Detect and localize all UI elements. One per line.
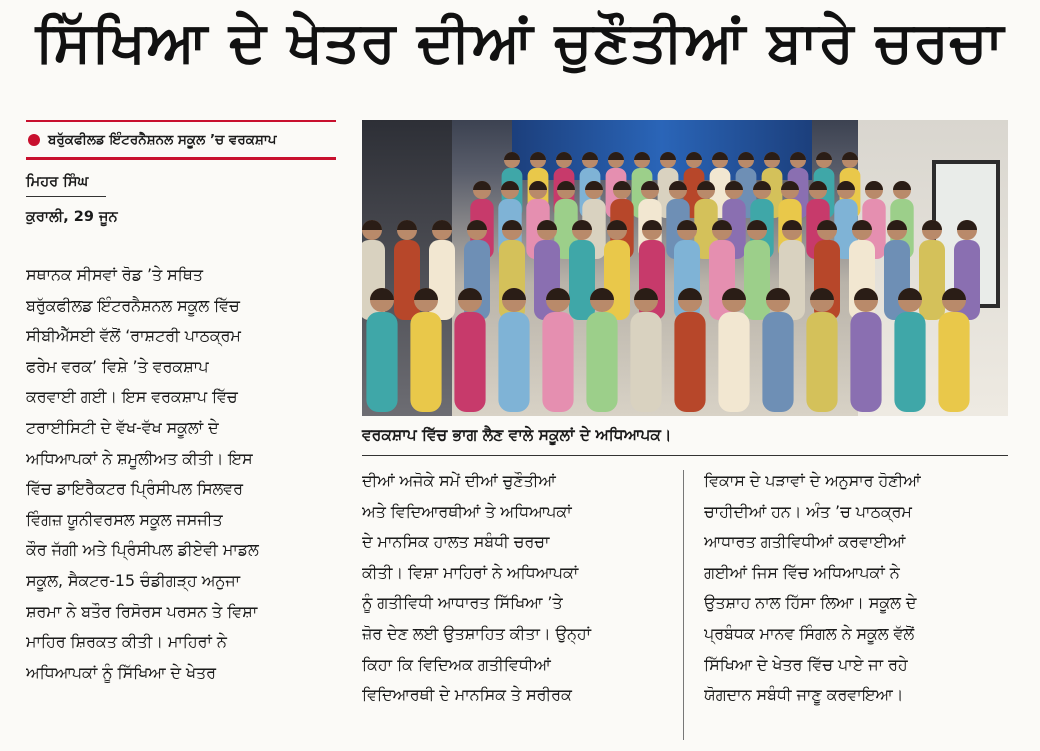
text-line: ਵਿੰਗਜ਼ ਯੂਨੀਵਰਸਲ ਸਕੂਲ ਜਸਜੀਤ [26, 509, 223, 529]
group-photo [362, 120, 1008, 416]
person-hair [530, 152, 546, 160]
text-line: ਵਿਦਿਆਰਥੀ ਦੇ ਮਾਨਸਿਕ ਤੇ ਸਰੀਰਕ [362, 685, 572, 705]
person-hair [842, 152, 858, 160]
text-line: ਪ੍ਰਬੰਧਕ ਮਾਨਵ ਸਿੰਗਲ ਨੇ ਸਕੂਲ ਵੱਲੋਂ [704, 623, 915, 643]
text-line: ਮਾਹਿਰ ਸ਼ਿਰਕਤ ਕੀਤੀ। ਮਾਹਿਰਾਂ ਨੇ [26, 632, 227, 652]
person-hair [893, 181, 911, 190]
person-hair [738, 152, 754, 160]
text-line: ਦੀਆਂ ਅਜੋਕੇ ਸਮੇਂ ਦੀਆਂ ਚੁਣੌਤੀਆਂ [362, 471, 556, 490]
text-line: ਅਧਿਆਪਕਾਂ ਨੇ ਸ਼ਮੂਲੀਅਤ ਕੀਤੀ। ਇਸ [26, 448, 253, 468]
kicker-text: ਬਰੁੱਕਫੀਲਡ ਇੰਟਰਨੈਸ਼ਨਲ ਸਕੂਲ ’ਚ ਵਰਕਸ਼ਾਪ [48, 131, 277, 148]
photo-caption: ਵਰਕਸ਼ਾਪ ਵਿੱਚ ਭਾਗ ਲੈਣ ਵਾਲੇ ਸਕੂਲਾਂ ਦੇ ਅਧਿਆਪਕ। [362, 426, 1008, 456]
person-body [850, 312, 881, 412]
person-body [454, 312, 485, 412]
text-line: ਆਧਾਰਤ ਗਤੀਵਿਧੀਆਂ ਕਰਵਾਈਆਂ [704, 532, 906, 552]
person-hair [957, 220, 977, 230]
headline: ਸਿੱਖਿਆ ਦੇ ਖੇਤਰ ਦੀਆਂ ਚੁਣੌਤੀਆਂ ਬਾਰੇ ਚਰਚਾ [35, 10, 1005, 75]
person-body [919, 240, 945, 320]
person-hair [816, 152, 832, 160]
person-body [498, 312, 529, 412]
person-hair [764, 152, 780, 160]
person-body [744, 240, 770, 320]
person-body [586, 312, 617, 412]
person-hair [712, 152, 728, 160]
person-hair [865, 181, 883, 190]
text-line: ਕੀਤੀ। ਵਿਸ਼ਾ ਮਾਹਿਰਾਂ ਨੇ ਅਧਿਆਪਕਾਂ [362, 562, 579, 582]
person-body [366, 312, 397, 412]
person-body [894, 312, 925, 412]
text-line: ਸਕੂਲ, ਸੈਕਟਰ-15 ਚੰਡੀਗੜ੍ਹ ਅਨੁਜਾ [26, 570, 241, 590]
left-column-header [26, 120, 336, 225]
person-hair [634, 152, 650, 160]
person-body [394, 240, 420, 320]
article-column-3 [704, 466, 1008, 711]
text-line: ਸਥਾਨਕ ਸੀਸਵਾਂ ਰੋਡ ’ਤੇ ਸਥਿਤ [26, 265, 203, 284]
person-body [569, 240, 595, 320]
article-column-1 [26, 260, 336, 688]
photo-people [362, 120, 1008, 416]
person-body [762, 312, 793, 412]
person-body [938, 312, 969, 412]
text-line: ਗਈਆਂ ਜਿਸ ਵਿੱਚ ਅਧਿਆਪਕਾਂ ਨੇ [704, 562, 900, 582]
person-hair [397, 220, 417, 230]
text-line: ਅਧਿਆਪਕਾਂ ਨੂੰ ਸਿੱਖਿਆ ਦੇ ਖੇਤਰ [26, 662, 216, 682]
person-hair [922, 220, 942, 230]
text-line: ਚਾਹੀਦੀਆਂ ਹਨ। ਅੰਤ ’ਚ ਪਾਠਕ੍ਰਮ [704, 501, 912, 521]
person-body [542, 312, 573, 412]
person-body [630, 312, 661, 412]
text-line: ਟਰਾਈਸਿਟੀ ਦੇ ਵੱਖ-ਵੱਖ ਸਕੂਲਾਂ ਦੇ [26, 417, 219, 437]
text-line: ਜ਼ੋਰ ਦੇਣ ਲਈ ਉਤਸ਼ਾਹਿਤ ਕੀਤਾ। ਉਨ੍ਹਾਂ [362, 623, 592, 643]
person-hair [504, 152, 520, 160]
text-line: ਨੂੰ ਗਤੀਵਿਧੀ ਆਧਾਰਤ ਸਿੱਖਿਆ ’ਤੇ [362, 593, 563, 613]
person-hair [608, 152, 624, 160]
text-line: ਕੌਰ ਜੱਗੀ ਅਤੇ ਪ੍ਰਿੰਸੀਪਲ ਡੀਏਵੀ ਮਾਡਲ [26, 540, 259, 560]
text-line: ਸਿੱਖਿਆ ਦੇ ਖੇਤਰ ਵਿੱਚ ਪਾਏ ਜਾ ਰਹੇ [704, 654, 908, 674]
text-line: ਅਤੇ ਵਿਦਿਆਰਥੀਆਂ ਤੇ ਅਧਿਆਪਕਾਂ [362, 501, 572, 521]
text-line: ਯੋਗਦਾਨ ਸਬੰਧੀ ਜਾਣੂ ਕਰਵਾਇਆ। [704, 685, 904, 705]
person-body [410, 312, 441, 412]
bullet-dot-icon [28, 134, 40, 146]
text-line: ਬਰੁੱਕਫੀਲਡ ਇੰਟਰਨੈਸ਼ਨਲ ਸਕੂਲ ਵਿੱਚ [26, 295, 240, 315]
person-hair [432, 220, 452, 230]
text-line: ਸ਼ਰਮਾ ਨੇ ਬਤੌਰ ਰਿਸੋਰਸ ਪਰਸਨ ਤੇ ਵਿਸ਼ਾ [26, 601, 258, 621]
person-body [718, 312, 749, 412]
text-line: ਸੀਬੀਐੱਸਈ ਵੱਲੋਂ ‘ਰਾਸ਼ਟਰੀ ਪਾਠਕ੍ਰਮ [26, 326, 241, 346]
text-line: ਉਤਸ਼ਾਹ ਨਾਲ ਹਿੱਸਾ ਲਿਆ। ਸਕੂਲ ਦੇ [704, 593, 917, 613]
person-hair [582, 152, 598, 160]
text-line: ਵਿਕਾਸ ਦੇ ਪੜਾਵਾਂ ਦੇ ਅਨੁਸਾਰ ਹੋਣੀਆਂ [704, 471, 921, 490]
dateline: ਕੁਰਾਲੀ, 29 ਜੂਨ [26, 209, 118, 225]
person-hair [686, 152, 702, 160]
article-column-2 [362, 466, 662, 711]
text-line: ਫਰੇਮ ਵਰਕ’ ਵਿਸ਼ੇ ’ਤੇ ਵਰਕਸ਼ਾਪ [26, 356, 209, 376]
person-hair [556, 152, 572, 160]
kicker [26, 120, 336, 160]
byline: ਮਿਹਰ ਸਿੰਘ [26, 174, 106, 197]
text-line: ਕਰਵਾਈ ਗਈ। ਇਸ ਵਰਕਸ਼ਾਪ ਵਿੱਚ [26, 387, 238, 407]
text-line: ਵਿੱਚ ਡਾਇਰੈਕਟਰ ਪ੍ਰਿੰਸੀਪਲ ਸਿਲਵਰ [26, 479, 243, 499]
person-hair [790, 152, 806, 160]
person-hair [473, 181, 491, 190]
text-line: ਦੇ ਮਾਨਸਿਕ ਹਾਲਤ ਸਬੰਧੀ ਚਰਚਾ [362, 532, 550, 552]
text-line: ਕਿਹਾ ਕਿ ਵਿਦਿਅਕ ਗਤੀਵਿਧੀਆਂ [362, 654, 551, 674]
person-body [674, 312, 705, 412]
person-hair [660, 152, 676, 160]
person-hair [362, 220, 382, 230]
person-body [806, 312, 837, 412]
column-divider [683, 470, 684, 740]
